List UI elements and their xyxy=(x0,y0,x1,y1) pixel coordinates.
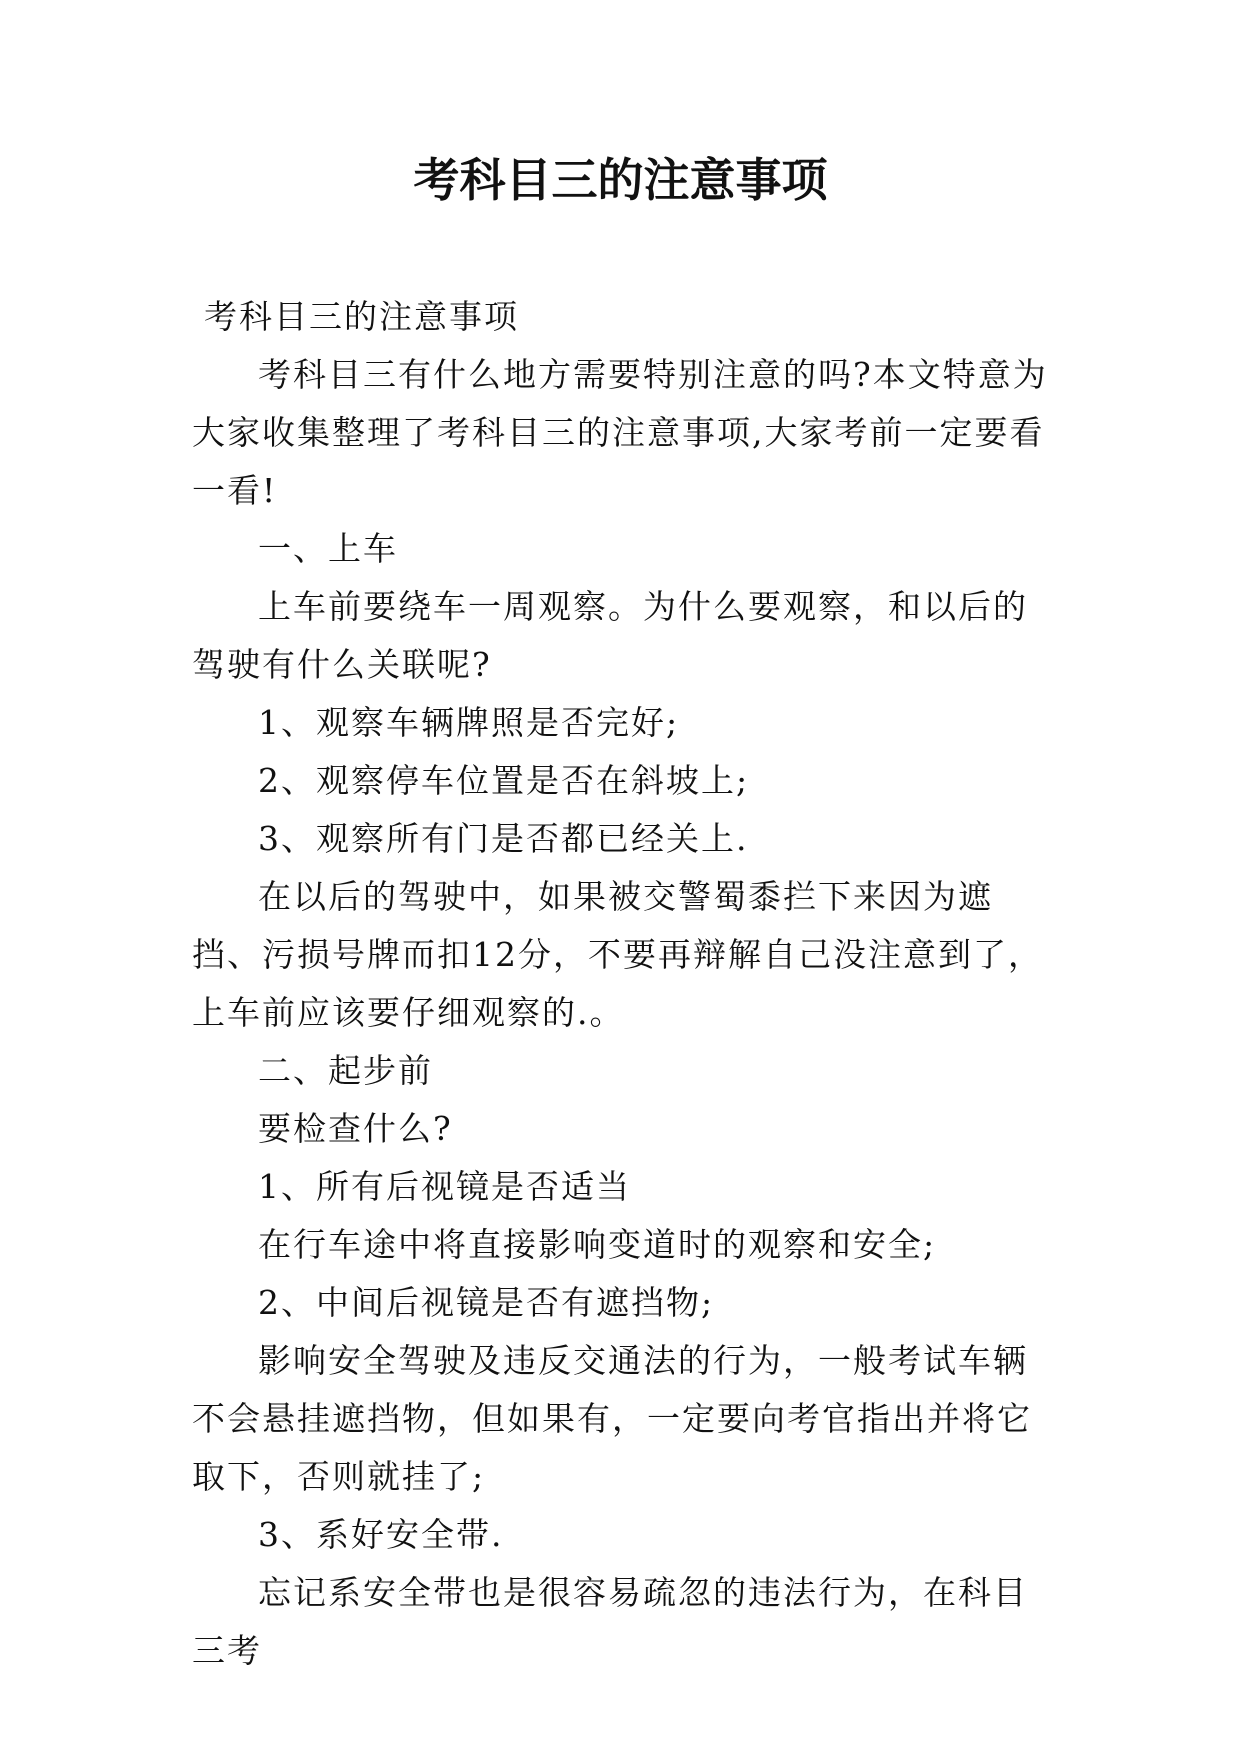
list-item: 3、观察所有门是否都已经关上. xyxy=(258,819,749,858)
paragraph: 在以后的驾驶中，如果被交警蜀黍拦下来因为遮挡、污损号牌而扣12分，不要再辩解自己没注意到了，上车前应该要仔细观察的.。 xyxy=(192,877,1043,1032)
paragraph: 忘记系安全带也是很容易疏忽的违法行为，在科目三考 xyxy=(192,1573,1028,1670)
section-subtitle: 考科目三的注意事项 xyxy=(204,297,519,336)
paragraph: 影响安全驾驶及违反交通法的行为，一般考试车辆不会悬挂遮挡物，但如果有，一定要向考官指出并将它取下，否则就挂了; xyxy=(192,1341,1032,1496)
list-item: 1、所有后视镜是否适当 xyxy=(258,1167,631,1206)
list-item: 1、观察车辆牌照是否完好; xyxy=(258,703,680,742)
list-item: 3、系好安全带. xyxy=(258,1515,504,1554)
paragraph: 上车前要绕车一周观察。为什么要观察，和以后的驾驶有什么关联呢? xyxy=(192,587,1028,684)
intro-paragraph: 考科目三有什么地方需要特别注意的吗?本文特意为大家收集整理了考科目三的注意事项,大家考前一定要看一看! xyxy=(192,355,1048,510)
document-body xyxy=(192,288,1054,1680)
document-title: 考科目三的注意事项 xyxy=(413,153,828,207)
list-item: 2、中间后视镜是否有遮挡物; xyxy=(258,1283,715,1322)
paragraph: 在行车途中将直接影响变道时的观察和安全; xyxy=(258,1225,937,1264)
list-item: 2、观察停车位置是否在斜坡上; xyxy=(258,761,750,800)
section-heading-before-start: 二、起步前 xyxy=(258,1051,433,1090)
paragraph: 要检查什么? xyxy=(258,1109,453,1148)
section-heading-get-in-car: 一、上车 xyxy=(258,529,398,568)
